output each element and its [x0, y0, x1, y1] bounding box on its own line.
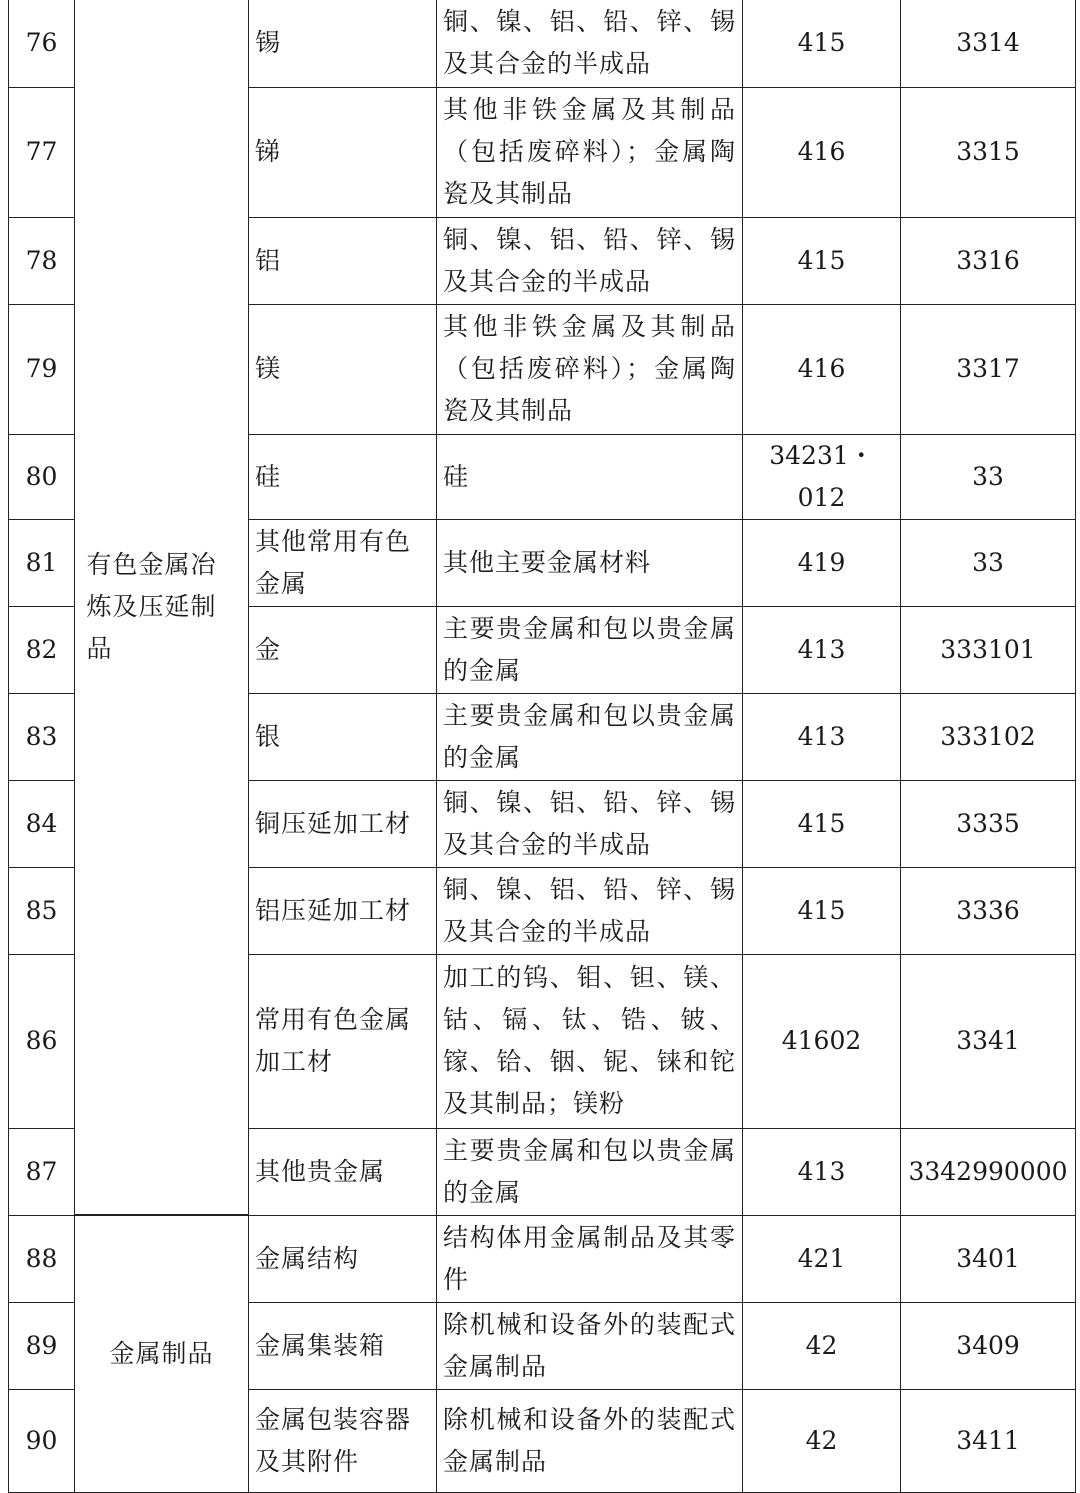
product-description: 加工的钨、钼、钽、镁、钴、镉、钛、锆、铍、镓、铪、铟、铌、铼和铊及其制品；镁粉 — [437, 954, 743, 1128]
code-primary: 34231・012 — [743, 434, 901, 519]
product-description: 铜、镍、铝、铅、锌、锡及其合金的半成品 — [437, 217, 743, 304]
code-secondary: 33 — [901, 519, 1076, 606]
product-name: 锡 — [249, 0, 437, 87]
row-number: 81 — [9, 519, 75, 606]
row-number: 83 — [9, 693, 75, 780]
category-cell — [75, 0, 249, 1215]
code-secondary: 333101 — [901, 606, 1076, 693]
code-secondary: 3336 — [901, 867, 1076, 954]
code-primary: 421 — [743, 1215, 901, 1302]
row-number: 89 — [9, 1302, 75, 1389]
code-secondary: 333102 — [901, 693, 1076, 780]
product-name: 铝压延加工材 — [249, 867, 437, 954]
product-description: 结构体用金属制品及其零件 — [437, 1215, 743, 1302]
row-number: 77 — [9, 87, 75, 217]
product-description: 硅 — [437, 434, 743, 519]
product-name: 金属集装箱 — [249, 1302, 437, 1389]
product-description: 其他非铁金属及其制品（包括废碎料）；金属陶瓷及其制品 — [437, 304, 743, 434]
product-description: 其他主要金属材料 — [437, 519, 743, 606]
code-secondary: 3401 — [901, 1215, 1076, 1302]
product-description: 主要贵金属和包以贵金属的金属 — [437, 606, 743, 693]
code-secondary: 3409 — [901, 1302, 1076, 1389]
row-number: 86 — [9, 954, 75, 1128]
code-primary: 415 — [743, 780, 901, 867]
row-number: 78 — [9, 217, 75, 304]
row-number: 88 — [9, 1215, 75, 1302]
code-primary: 415 — [743, 867, 901, 954]
row-number: 84 — [9, 780, 75, 867]
product-name: 金 — [249, 606, 437, 693]
product-name: 硅 — [249, 434, 437, 519]
row-number: 79 — [9, 304, 75, 434]
code-primary: 416 — [743, 304, 901, 434]
code-secondary: 3315 — [901, 87, 1076, 217]
code-primary: 413 — [743, 1128, 901, 1215]
product-name: 镁 — [249, 304, 437, 434]
product-description: 铜、镍、铝、铅、锌、锡及其合金的半成品 — [437, 0, 743, 87]
code-secondary: 3341 — [901, 954, 1076, 1128]
code-primary: 42 — [743, 1389, 901, 1492]
product-name: 其他贵金属 — [249, 1128, 437, 1215]
row-number: 85 — [9, 867, 75, 954]
code-primary: 415 — [743, 0, 901, 87]
product-name: 其他常用有色金属 — [249, 519, 437, 606]
row-number: 90 — [9, 1389, 75, 1492]
code-primary: 416 — [743, 87, 901, 217]
category-cell — [75, 1215, 249, 1492]
code-primary: 419 — [743, 519, 901, 606]
code-secondary: 3335 — [901, 780, 1076, 867]
product-name: 金属结构 — [249, 1215, 437, 1302]
code-secondary: 3411 — [901, 1389, 1076, 1492]
row-number: 82 — [9, 606, 75, 693]
code-primary: 41602 — [743, 954, 901, 1128]
product-classification-table — [8, 0, 1076, 1493]
product-description: 除机械和设备外的装配式金属制品 — [437, 1302, 743, 1389]
row-number: 76 — [9, 0, 75, 87]
product-description: 主要贵金属和包以贵金属的金属 — [437, 1128, 743, 1215]
product-description: 其他非铁金属及其制品（包括废碎料）；金属陶瓷及其制品 — [437, 87, 743, 217]
category-label: 金属制品 — [109, 1338, 214, 1368]
table-row — [9, 1215, 1076, 1302]
product-description: 除机械和设备外的装配式金属制品 — [437, 1389, 743, 1492]
product-name: 锑 — [249, 87, 437, 217]
code-secondary: 3342990000 — [901, 1128, 1076, 1215]
code-primary: 413 — [743, 693, 901, 780]
code-secondary: 3317 — [901, 304, 1076, 434]
product-description: 铜、镍、铝、铅、锌、锡及其合金的半成品 — [437, 780, 743, 867]
product-description: 铜、镍、铝、铅、锌、锡及其合金的半成品 — [437, 867, 743, 954]
product-description: 主要贵金属和包以贵金属的金属 — [437, 693, 743, 780]
row-number: 87 — [9, 1128, 75, 1215]
row-number: 80 — [9, 434, 75, 519]
code-primary: 413 — [743, 606, 901, 693]
code-primary: 415 — [743, 217, 901, 304]
product-name: 铝 — [249, 217, 437, 304]
table-row — [9, 0, 1076, 87]
product-name: 金属包装容器及其附件 — [249, 1389, 437, 1492]
code-secondary: 33 — [901, 434, 1076, 519]
category-label: 有色金属冶炼及压延制品 — [86, 550, 217, 663]
code-secondary: 3316 — [901, 217, 1076, 304]
code-primary: 42 — [743, 1302, 901, 1389]
product-name: 银 — [249, 693, 437, 780]
code-secondary: 3314 — [901, 0, 1076, 87]
product-name: 常用有色金属加工材 — [249, 954, 437, 1128]
product-name: 铜压延加工材 — [249, 780, 437, 867]
